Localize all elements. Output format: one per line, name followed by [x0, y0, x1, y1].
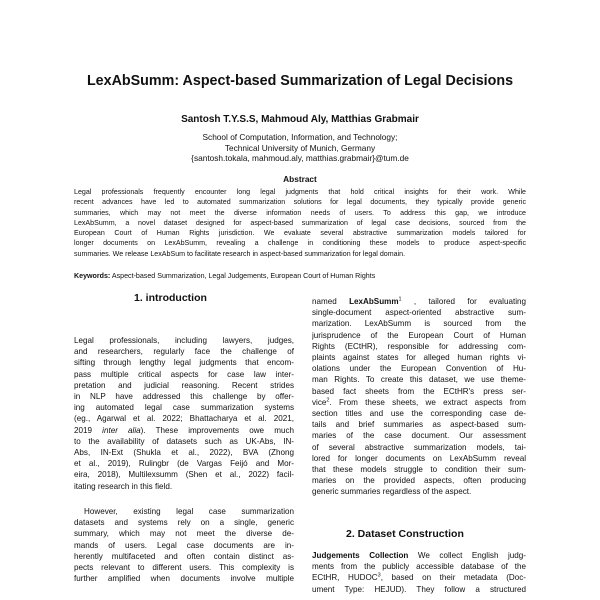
body-line: to the availability of datasets such as UK-Abs, IN- — [74, 436, 294, 446]
body-line: datasets and systems rely on a single, generic — [74, 518, 294, 528]
body-line: marization. LexAbSumm is sourced from the — [312, 319, 526, 329]
body-line: maries of the case document. Our assessment — [312, 431, 526, 441]
inline-text: ECtHR, HUDOC — [312, 573, 378, 583]
body-line: lored for longer documents on LexAbSumm reveal — [312, 453, 526, 463]
body-line — [312, 397, 526, 408]
inline-text: , based on their metadata (Doc- — [380, 573, 526, 583]
affiliation-email: {santosh.tokala, mahmoud.aly, matthias.grabmair}@tum.de — [191, 153, 409, 163]
body-line: in NLP have addressed this challenge by offer- — [74, 392, 294, 401]
body-line: Legal professionals, including lawyers, judges, — [74, 336, 294, 345]
affiliation-line: School of Computation, Information, and Technology; — [202, 132, 398, 142]
paragraph-heading: Judgements Collection — [312, 551, 409, 560]
body-line: pects relevant to different users. This complexity is — [74, 563, 294, 572]
body-line: However, existing legal case summarization — [84, 507, 294, 516]
abstract-line: summaries. We release LexAbSum to facilitate research in aspect-based summarization for legal domain. — [74, 249, 406, 258]
inline-text: , tailored for evaluating — [401, 297, 526, 306]
body-line: olations under the European Convention of Hu- — [312, 364, 526, 374]
paper-title: LexAbSumm: Aspect-based Summarization of Legal Decisions — [86, 73, 514, 89]
body-line: and researchers, regularly face the challenge of — [74, 347, 294, 357]
footnote-marker: 2 — [326, 397, 330, 404]
body-line: that these models struggle to condition their sum- — [312, 465, 526, 474]
abstract-line: LexAbSumm, a novel dataset designed for aspect-based summarization of legal case decisions, sourced from the — [74, 218, 526, 227]
body-line: of several abstractive summarization models, tai- — [312, 442, 526, 452]
body-line: section titles and use the corresponding case de- — [312, 409, 526, 418]
abstract-heading: Abstract — [283, 174, 317, 184]
body-line: herently multifaceted and often contain distinct as- — [74, 551, 294, 561]
body-line: 2019 inter alia). These improvements owe much — [74, 425, 294, 435]
inline-text: We collect English judg- — [408, 551, 526, 560]
footnote-marker: 3 — [377, 572, 381, 579]
body-line: man Rights. To create this dataset, we use theme- — [312, 375, 526, 385]
inline-italic: inter alia — [102, 425, 141, 435]
abstract-line: European Court of Human Rights jurisdiction. We evaluate several abstractive summarization models tailored for — [74, 229, 526, 238]
body-line: plaints against states for alleged human rights vi- — [312, 353, 526, 362]
dataset-name: LexAbSumm — [349, 297, 399, 306]
body-line: pass multiple critical aspects for case law inter- — [74, 369, 294, 379]
inline-text: named — [312, 297, 350, 306]
keywords-text: Aspect-based Summarization, Legal Judgements, European Court of Human Rights — [111, 272, 376, 280]
body-line: single-document aspect-oriented abstractive sum- — [312, 308, 526, 318]
body-line — [312, 572, 526, 583]
inline-text: vice — [312, 397, 327, 407]
body-line: generic summaries regardless of the aspect. — [312, 487, 472, 497]
body-line: ments from the publicly accessible database of the — [312, 562, 526, 572]
abstract-line: longer documents on LexAbSumm, revealing a challenge in conditioning these models to produce aspect-specific — [74, 239, 526, 248]
body-line: Abs, IN-Ext (Shukla et al., 2022), BVA (Zhong — [74, 448, 294, 457]
section-heading-introduction: 1. introduction — [134, 292, 207, 304]
body-line: further amplified when documents involve multiple — [74, 574, 294, 584]
abstract-line: summaries, which may not meet the diverse information needs of users. To address this gap, we introduce — [74, 208, 526, 217]
body-line: (eg., Agarwal et al. 2022; Bhattacharya et al. 2021, — [74, 414, 294, 424]
body-line: et al., 2019), Rulingbr (de Vargas Feijó and Mor- — [74, 459, 294, 469]
body-line: sifting through lengthy legal judgments that encom- — [74, 358, 294, 368]
body-line: Rights (ECtHR), responsible for addressing com- — [312, 341, 526, 351]
body-line: summary, which may not meet the diverse de- — [74, 529, 294, 539]
body-line: eira, 2018), Multilexsumm (Shen et al., 2022) facil- — [74, 470, 294, 480]
body-line — [312, 296, 526, 307]
inline-text: . From these sheets, we extract aspects from — [329, 397, 526, 407]
section-heading-dataset: 2. Dataset Construction — [346, 528, 464, 540]
body-line: tails and brief summaries as aspect-based sum- — [312, 420, 526, 430]
abstract-line: Legal professionals frequently encounter long legal judgments that hold critical insights for their work. While — [74, 188, 526, 196]
abstract-line: recent advances have led to automated summarization solutions for legal documents, they typically provide generic — [74, 198, 526, 207]
body-line: ument Type: HEJUD). They follow a structured — [312, 584, 526, 594]
body-line: mands of users. Legal case documents are in- — [74, 540, 294, 550]
body-line — [312, 550, 526, 561]
affiliation-line: Technical University of Munich, Germany — [224, 142, 376, 153]
abstract-body — [74, 187, 526, 259]
keywords-label: Keywords: — [74, 272, 111, 280]
body-line: jurisprudence of the European Court of Human — [312, 330, 526, 340]
footnote-marker: 1 — [398, 296, 402, 303]
body-line: itating research in this field. — [74, 481, 173, 491]
author-list: Santosh T.Y.S.S, Mahmoud Aly, Matthias Grabmair — [181, 114, 419, 125]
body-line: based fact sheets from the ECtHR's press ser- — [312, 386, 526, 396]
body-line: pretation and judicial reasoning. Recent strides — [74, 380, 294, 390]
body-line: maries on the provided aspects, often producing — [312, 476, 526, 486]
body-line: ing automated legal case summarization systems — [74, 403, 294, 413]
keywords-line — [74, 272, 375, 280]
